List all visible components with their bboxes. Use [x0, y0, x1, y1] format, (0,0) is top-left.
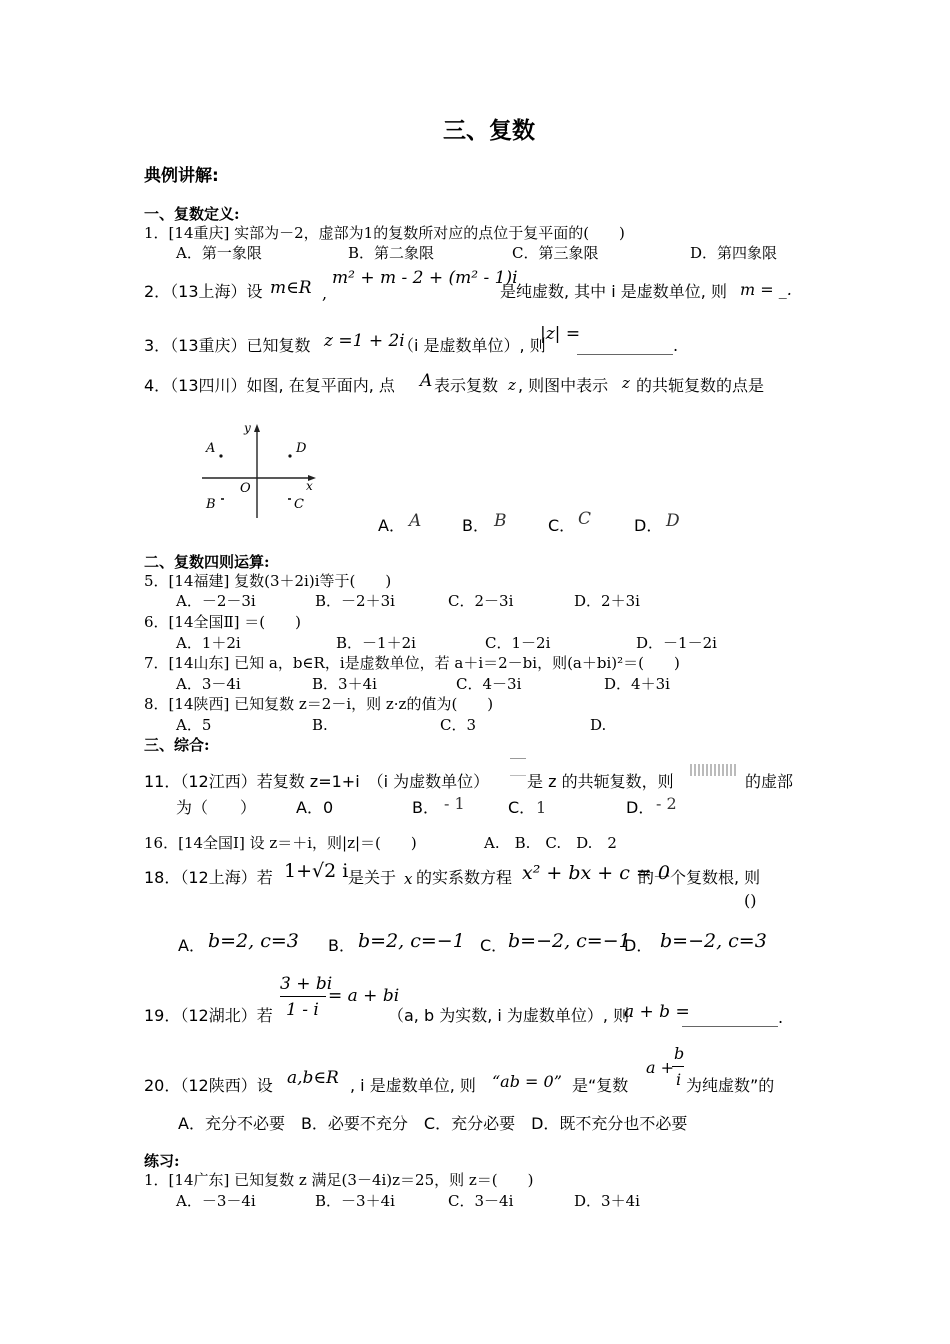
q5-option-c: C．2－3i	[448, 592, 514, 610]
q3-number: 3．（13重庆）已知复数	[144, 336, 311, 355]
q4-tail2: 的共轭复数的点是	[636, 376, 765, 395]
q2-answer: m = _.	[740, 280, 792, 299]
p1-stem: 1．[14广东] 已知复数 z 满足(3－4i)z＝25，则 z＝( )	[144, 1171, 534, 1189]
q5-option-d: D．2＋3i	[574, 592, 640, 610]
q18-option-c-value: b=−2, c=−1	[508, 930, 631, 952]
q11-mid: 是 z 的共轭复数，则	[527, 772, 674, 791]
point-a-label: A	[206, 441, 216, 456]
q11-option-d-label: D．	[626, 798, 655, 817]
page-title: 三、复数	[443, 118, 535, 144]
q20-frac-numerator: b	[674, 1044, 685, 1063]
point-d-label: D	[296, 441, 307, 456]
q4-option-a-label: A．	[378, 516, 405, 535]
q7-option-c: C．4－3i	[456, 675, 522, 693]
q19-rhs: = a + bi	[328, 986, 400, 1006]
q11-stem: 11．（12江西）若复数 z=1+i （i 为虚数单位）	[144, 772, 490, 791]
q8-option-c: C．3	[440, 716, 477, 734]
q16-stem: 16．[14全国Ⅰ] 设 z＝＋i，则|z|＝( )	[144, 834, 417, 852]
q5-option-a: A．－2－3i	[176, 592, 256, 610]
q4-point-a: A	[420, 371, 433, 391]
q11-option-a: A．0	[296, 798, 334, 817]
q18-option-b-label: B．	[328, 936, 355, 955]
q2-tail: 是纯虚数, 其中 i 是虚数单位, 则	[500, 282, 727, 301]
q11-option-c-value: 1	[536, 798, 547, 817]
q18-equation: x² + bx + c = 0	[522, 862, 670, 884]
q20-tail: 为纯虚数”的	[686, 1076, 775, 1095]
q20-set: a,b∈R	[287, 1068, 339, 1088]
point-b-label: B	[206, 497, 216, 512]
q7-option-a: A．3－4i	[176, 675, 241, 693]
q20-frac-denominator: i	[676, 1070, 682, 1089]
q20-number: 20．（12陕西）设	[144, 1076, 273, 1095]
intro-heading: 典例讲解:	[144, 166, 219, 186]
p1-option-a: A．－3－4i	[176, 1192, 256, 1210]
q6-option-b: B．－1＋2i	[336, 634, 416, 652]
q4-option-d-value: D	[666, 511, 680, 531]
q7-stem: 7．[14山东] 已知 a，b∈R，i是虚数单位，若 a＋i＝2－bi，则(a＋bi)²＝( )	[144, 654, 680, 672]
q1-option-a: A．第一象限	[176, 244, 262, 262]
q18-mid2: 的实系数方程	[416, 868, 513, 887]
q18-paren: ()	[744, 891, 757, 910]
q4-option-d-label: D．	[634, 516, 663, 535]
q1-option-b: B．第二象限	[348, 244, 435, 262]
point-a-dot	[219, 454, 222, 457]
q2-expression: m² + m - 2 + (m² - 1)i	[332, 268, 518, 288]
expression-image	[690, 764, 738, 776]
q19-frac-denominator: 1 - i	[286, 1000, 319, 1020]
q18-option-a-label: A．	[178, 936, 205, 955]
q20-frac-bar	[672, 1066, 684, 1067]
q3-expression: z =1 + 2i	[324, 331, 405, 351]
q4-stem: 4．（13四川）如图, 在复平面内, 点	[144, 376, 395, 395]
q11-option-b-value: - 1	[444, 794, 465, 813]
q4-mid: 表示复数	[434, 376, 499, 395]
q4-option-b-value: B	[494, 511, 507, 531]
point-d-dot	[288, 454, 291, 457]
q3-blank: ____________.	[577, 336, 679, 355]
q19-blank: ____________.	[682, 1008, 784, 1027]
q18-mid: 是关于	[348, 868, 397, 887]
q6-option-c: C．1－2i	[485, 634, 551, 652]
q18-option-c-label: C．	[480, 936, 508, 955]
z-bar-image	[510, 758, 526, 776]
complex-plane-figure	[196, 420, 320, 520]
q20-options: A．充分不必要 B．必要不充分 C．充分必要 D．既不充分也不必要	[178, 1114, 688, 1133]
q18-root: 1+√2 i	[284, 860, 349, 882]
q8-option-d: D.	[590, 716, 607, 734]
p1-option-b: B．－3＋4i	[315, 1192, 395, 1210]
q8-option-b: B.	[312, 716, 328, 734]
point-c-label: C	[294, 497, 304, 512]
q1-option-d: D．第四象限	[690, 244, 778, 262]
q11-option-d-value: - 2	[656, 794, 677, 813]
q2-number: 2．（13上海）设	[144, 282, 263, 301]
q19-mid: （a, b 为实数, i 为虚数单位）, 则	[388, 1006, 630, 1025]
q2-comma: ,	[322, 284, 328, 303]
q8-option-a: A．5	[176, 716, 212, 734]
q11-option-b-label: B．	[412, 798, 439, 817]
q18-option-a-value: b=2, c=3	[208, 930, 299, 952]
q4-option-b-label: B．	[462, 516, 489, 535]
p1-option-c: C．3－4i	[448, 1192, 514, 1210]
q20-condition: “ab = 0”	[492, 1072, 562, 1091]
q18-x: x	[404, 870, 413, 888]
q20-mid2: 是“复数	[572, 1076, 629, 1095]
q4-z-conj: z	[622, 374, 630, 392]
q4-option-c-value: C	[578, 509, 592, 529]
q1-option-c: C．第三象限	[512, 244, 599, 262]
q7-option-d: D．4＋3i	[604, 675, 670, 693]
q16-options: A. B. C. D. 2	[484, 834, 617, 852]
q18-option-d-label: D．	[624, 936, 653, 955]
q19-frac-numerator: 3 + bi	[280, 974, 333, 994]
q4-option-a-value: A	[409, 511, 422, 531]
p1-option-d: D．3＋4i	[574, 1192, 640, 1210]
q20-frac-a: a +	[646, 1058, 675, 1077]
origin-label: O	[240, 481, 251, 496]
x-axis-label: x	[306, 479, 313, 493]
q7-option-b: B．3＋4i	[312, 675, 377, 693]
q6-option-a: A．1＋2i	[176, 634, 241, 652]
q6-option-d: D．－1－2i	[636, 634, 717, 652]
section-heading-comprehensive: 三、综合:	[144, 736, 210, 754]
q4-tail: , 则图中表示	[518, 376, 609, 395]
q2-m-in-r: m∈R	[270, 278, 312, 298]
q5-stem: 5．[14福建] 复数(3＋2i)i等于( )	[144, 572, 392, 590]
section-heading-definition: 一、复数定义:	[144, 205, 240, 223]
q11-tail: 的虚部	[745, 772, 794, 791]
q19-frac-bar	[280, 996, 326, 997]
q4-z: z	[508, 376, 516, 394]
q18-number: 18．（12上海）若	[144, 868, 273, 887]
q8-stem: 8．[14陕西] 已知复数 z＝2－i，则 z·z的值为( )	[144, 695, 494, 713]
q18-option-b-value: b=2, c=−1	[358, 930, 465, 952]
section-heading-practice: 练习:	[144, 1152, 180, 1170]
q18-tail: 的一个复数根, 则	[638, 868, 761, 887]
q20-mid: , i 是虚数单位, 则	[350, 1076, 476, 1095]
section-heading-operations: 二、复数四则运算:	[144, 553, 270, 571]
q3-abs: |z| =	[540, 324, 581, 344]
q18-option-d-value: b=−2, c=3	[660, 930, 767, 952]
q11-option-c-label: C．	[508, 798, 536, 817]
q5-option-b: B．－2＋3i	[315, 592, 395, 610]
q1-stem: 1．[14重庆] 实部为－2，虚部为1的复数所对应的点位于复平面的( )	[144, 224, 625, 242]
q6-stem: 6．[14全国Ⅱ] ＝( )	[144, 613, 302, 631]
q19-sum: a + b =	[624, 1002, 690, 1022]
q3-tail: （i 是虚数单位）, 则	[398, 336, 546, 355]
y-axis-label: y	[244, 421, 251, 435]
q11-line2: 为（ ）	[176, 798, 257, 817]
q4-option-c-label: C．	[548, 516, 576, 535]
q19-number: 19．（12湖北）若	[144, 1006, 273, 1025]
